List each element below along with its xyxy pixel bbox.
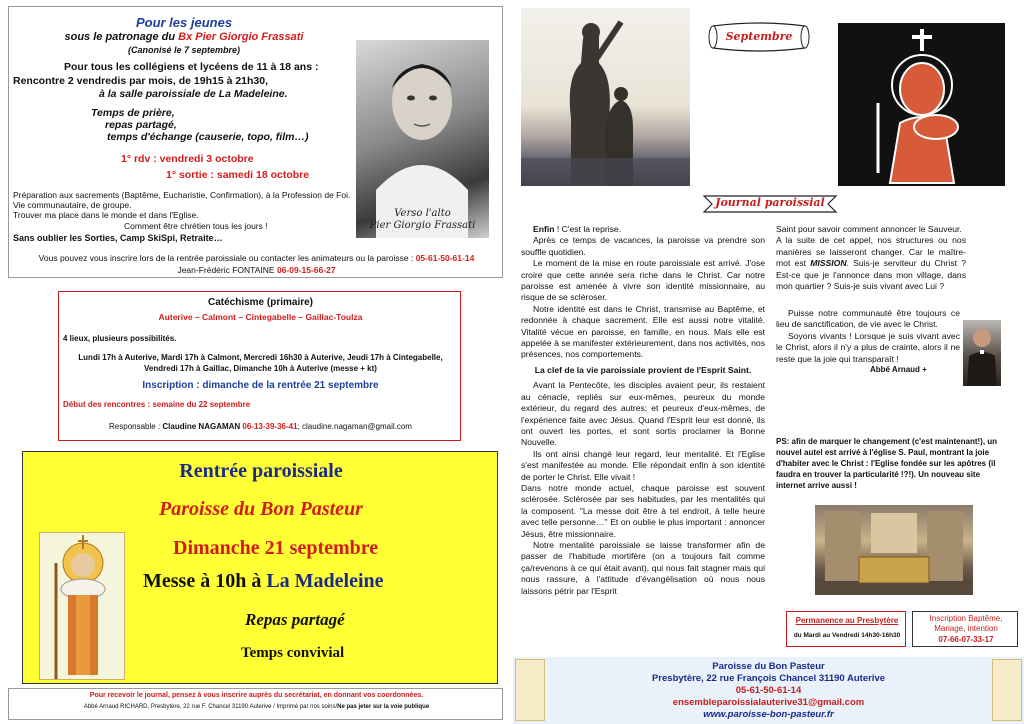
catechisme-inscription: Inscription : dimanche de la rentrée 21 septembre xyxy=(142,380,379,391)
permanence-hours: du Mardi au Vendredi 14h30-16h30 xyxy=(793,632,901,639)
youth-audience: Pour tous les collégiens et lycéens de 11 à 18 ans : xyxy=(64,61,319,73)
statue-icon xyxy=(521,8,690,186)
article-p2: Après ce temps de vacances, la paroisse va prendre son souffle quotidien. xyxy=(521,235,765,257)
youth-activity-2: repas partagé, xyxy=(105,119,177,131)
youth-inscription: Vous pouvez vous inscrire lors de la rentrée paroissiale ou contacter les animateurs ou la paroisse : 05-61-50-61-14 xyxy=(38,253,475,263)
altar-icon xyxy=(815,505,973,595)
article-ps: PS: afin de marquer le changement (c'est maintenant!), un nouvel autel est arrivé à l'église S. Paul, montrant la joie d'habiter avec le Christ : l'Eglise fondée sur les apôtres (il faudra en trouver la particularité !?!). Un nouveau site internet arrive aussi ! xyxy=(776,437,998,490)
journal-banner xyxy=(700,188,840,220)
catechisme-section xyxy=(58,291,461,441)
footer-website[interactable]: www.paroisse-bon-pasteur.fr xyxy=(703,709,834,720)
youth-activity-3: temps d'échange (causerie, topo, film…) xyxy=(107,131,309,143)
article-p8: Notre mentalité paroissiale se laisse transformer afin de passer de l'habitude mortifère (on a toujours fait comme ça/revenons à ce qui était avant), qui nous fait stagner mais qui nous rassure, à l'attitude d'évangélisation où nous nous laissons pétrir par l'Esprit xyxy=(521,539,765,596)
article-p3: Le moment de la mise en route paroissiale est arrivé. J'ose croire que cette année sera riche dans le Christ. Car notre paroisse est amenée à vivre son identité missionnaire, au risque de se scléroser. xyxy=(521,258,765,303)
footer-left-line1: Pour recevoir le journal, pensez à vous inscrire auprès du secrétariat, en donnant vos coordonnées. xyxy=(89,692,424,699)
youth-location: à la salle paroissiale de La Madeleine. xyxy=(99,88,288,100)
priest-icon xyxy=(963,320,1001,386)
article-p5: Avant la Pentecôte, les disciples avaient peur, ils restaient au cénacle, repliés sur eux-mêmes, peureux du monde extérieur, du regard des autres; et peureux d'eux-mêmes, de l'expérience faite avec Jésus. Quand l'Esprit leur est donné, ils ont ouvert les portes, et sont sortis proclamer la Bonne Nouvelle. xyxy=(521,380,765,448)
catechisme-schedule: Lundi 17h à Auterive, Mardi 17h à Calmont, Mercredi 16h30 à Auterive, Jeudi 17h à Cintegabelle, Vendredi 17h à Gaillac, Dimanche 10h à Auterive (messe + kt) xyxy=(78,353,443,373)
statue-photo xyxy=(521,8,690,186)
youth-rdv-1: 1° rdv : vendredi 3 octobre xyxy=(121,153,254,165)
article-p7: Dans notre monde actuel, chaque paroisse est souvent sclérosée. Sclérosée par ses habitudes, par les mentalités qui la composent. ''La messe doit être à tel endroit, à telle heure avec telle personne…'' Et on oublie le plus important : annoncer Jésus, être missionnaire. xyxy=(521,482,765,539)
bapteme-text: Inscription Baptême, Mariage, intention xyxy=(929,614,1003,633)
catechisme-title: Catéchisme (primaire) xyxy=(207,297,314,308)
bapteme-phone: 07-66-07-33-17 xyxy=(938,635,994,644)
article-p1: Enfin ! C'est la reprise. xyxy=(533,224,622,234)
footer-address: Presbytère, 22 rue François Chancel 31190 Auterive xyxy=(651,673,886,684)
catechisme-responsable: Responsable : Claudine NAGAMAN 06-13-39-36-41; claudine.nagaman@gmail.com xyxy=(109,422,412,431)
youth-prep-1: Préparation aux sacrements (Baptême, Eucharistie, Confirmation), à la Profession de Foi. xyxy=(13,190,351,200)
youth-meetings: Rencontre 2 vendredis par mois, de 19h15 à 21h30, xyxy=(13,75,269,87)
rentree-section xyxy=(22,451,498,684)
rentree-messe: Messe à 10h à La Madeleine xyxy=(143,570,384,592)
article-column-1 xyxy=(521,224,765,597)
article-c2-p3: Puisse notre communauté être toujours ce lieu de sanctification, de vie avec le Christ. xyxy=(776,308,960,330)
journal-title: Journal paroissial xyxy=(715,196,825,209)
catechisme-lieux: 4 lieux, plusieurs possibilités. xyxy=(63,334,177,343)
article-p4: Notre identité est dans le Christ, transmise au Baptême, et redonnée à chaque sacrement. Elle est aussi notre vitalité. Vitalité vécue en paroisse, en famille, en nous. Mais elle est appelée à se manifester extérieurement, dans nos activités, nos présences, nos comportements. xyxy=(521,303,765,360)
month-scroll xyxy=(707,20,811,54)
youth-contact: Jean-Frédéric FONTAINE 06-09-15-66-27 xyxy=(177,265,336,275)
youth-chretien: Comment être chrétien tous les jours ! xyxy=(124,221,268,231)
rentree-date: Dimanche 21 septembre xyxy=(173,537,379,559)
footer-phone: 05-61-50-61-14 xyxy=(735,685,802,696)
youth-sorties: Sans oublier les Sorties, Camp SkiSpi, Retraite… xyxy=(13,233,223,243)
youth-patronage: sous le patronage du Bx Pier Giorgio Frassati xyxy=(64,31,304,43)
youth-canonise: (Canonisé le 7 septembre) xyxy=(127,45,241,55)
article-c2-p4: Soyons vivants ! Lorsque je suis vivant avec le Christ, alors il n'y a plus de crainte, alors il ne reste que la joie qui transparaît ! xyxy=(776,330,960,364)
lamb-icon xyxy=(838,23,1005,186)
bapteme-box xyxy=(912,611,1018,647)
footer-email[interactable]: ensembleparoissialauterive31@gmail.com xyxy=(672,697,865,708)
permanence-title: Permanence au Presbytère xyxy=(795,616,899,625)
article-p6: Ils ont ainsi changé leur regard, leur mentalité. Et l'Eglise s'est manifestée au monde. Elle répondait enfin à son identité de porter le Christ. Elle vivait ! xyxy=(521,448,765,482)
altar-photo xyxy=(815,505,973,595)
footer-parish-name: Paroisse du Bon Pasteur xyxy=(712,661,825,672)
month-label: Septembre xyxy=(725,30,793,43)
footer-left xyxy=(8,688,503,720)
rentree-paroisse: Paroisse du Bon Pasteur xyxy=(159,498,363,520)
article-subtitle: La clef de la vie paroissiale provient de l'Esprit Saint. xyxy=(534,364,752,375)
article-column-2b xyxy=(776,308,960,365)
youth-title: Pour les jeunes xyxy=(135,15,233,30)
youth-prep-2: Vie communautaire, de groupe. xyxy=(13,200,132,210)
article-c2-p1: Saint pour savoir comment annoncer le Sauveur. xyxy=(776,224,962,234)
article-signature: Abbé Arnaud + xyxy=(870,365,927,374)
article-c2-p2: A la suite de cet appel, nos structures ou nos manières se laisseront changer. Car le maître-mot est MISSION. Suis-je serviteur du Christ ? Est-ce que je l'annonce dans mon village, dans mon quartier ? Suis-je suis vivant avec Lui ? xyxy=(776,235,966,292)
youth-activity-1: Temps de prière, xyxy=(91,107,175,119)
article-column-2 xyxy=(776,224,966,292)
rentree-title: Rentrée paroissiale xyxy=(179,460,343,482)
rentree-temps: Temps convivial xyxy=(241,645,345,661)
rentree-repas: Repas partagé xyxy=(245,610,345,629)
youth-prep-3: Trouver ma place dans le monde et dans l'Eglise. xyxy=(13,210,199,220)
frassati-signature: Verso l'alto Pier Giorgio Frassati xyxy=(369,208,476,231)
footer-right xyxy=(513,657,1024,724)
priest-photo xyxy=(963,320,1001,386)
shepherd-icon xyxy=(40,533,126,681)
lamb-image xyxy=(838,23,1005,186)
youth-rdv-2: 1° sortie : samedi 18 octobre xyxy=(166,169,310,181)
good-shepherd-image xyxy=(39,532,125,680)
catechisme-towns: Auterive – Calmont – Cintegabelle – Gaillac-Toulza xyxy=(158,312,363,322)
footer-left-line2: Abbé Arnaud RICHARD, Presbytère, 22 rue F. Chancel 31190 Auterive / Imprimé par nos soins/Ne pas jeter sur la voie publique xyxy=(83,704,430,710)
catechisme-debut: Début des rencontres : semaine du 22 septembre xyxy=(63,400,251,409)
frassati-photo xyxy=(356,40,489,238)
permanence-box xyxy=(786,611,906,647)
